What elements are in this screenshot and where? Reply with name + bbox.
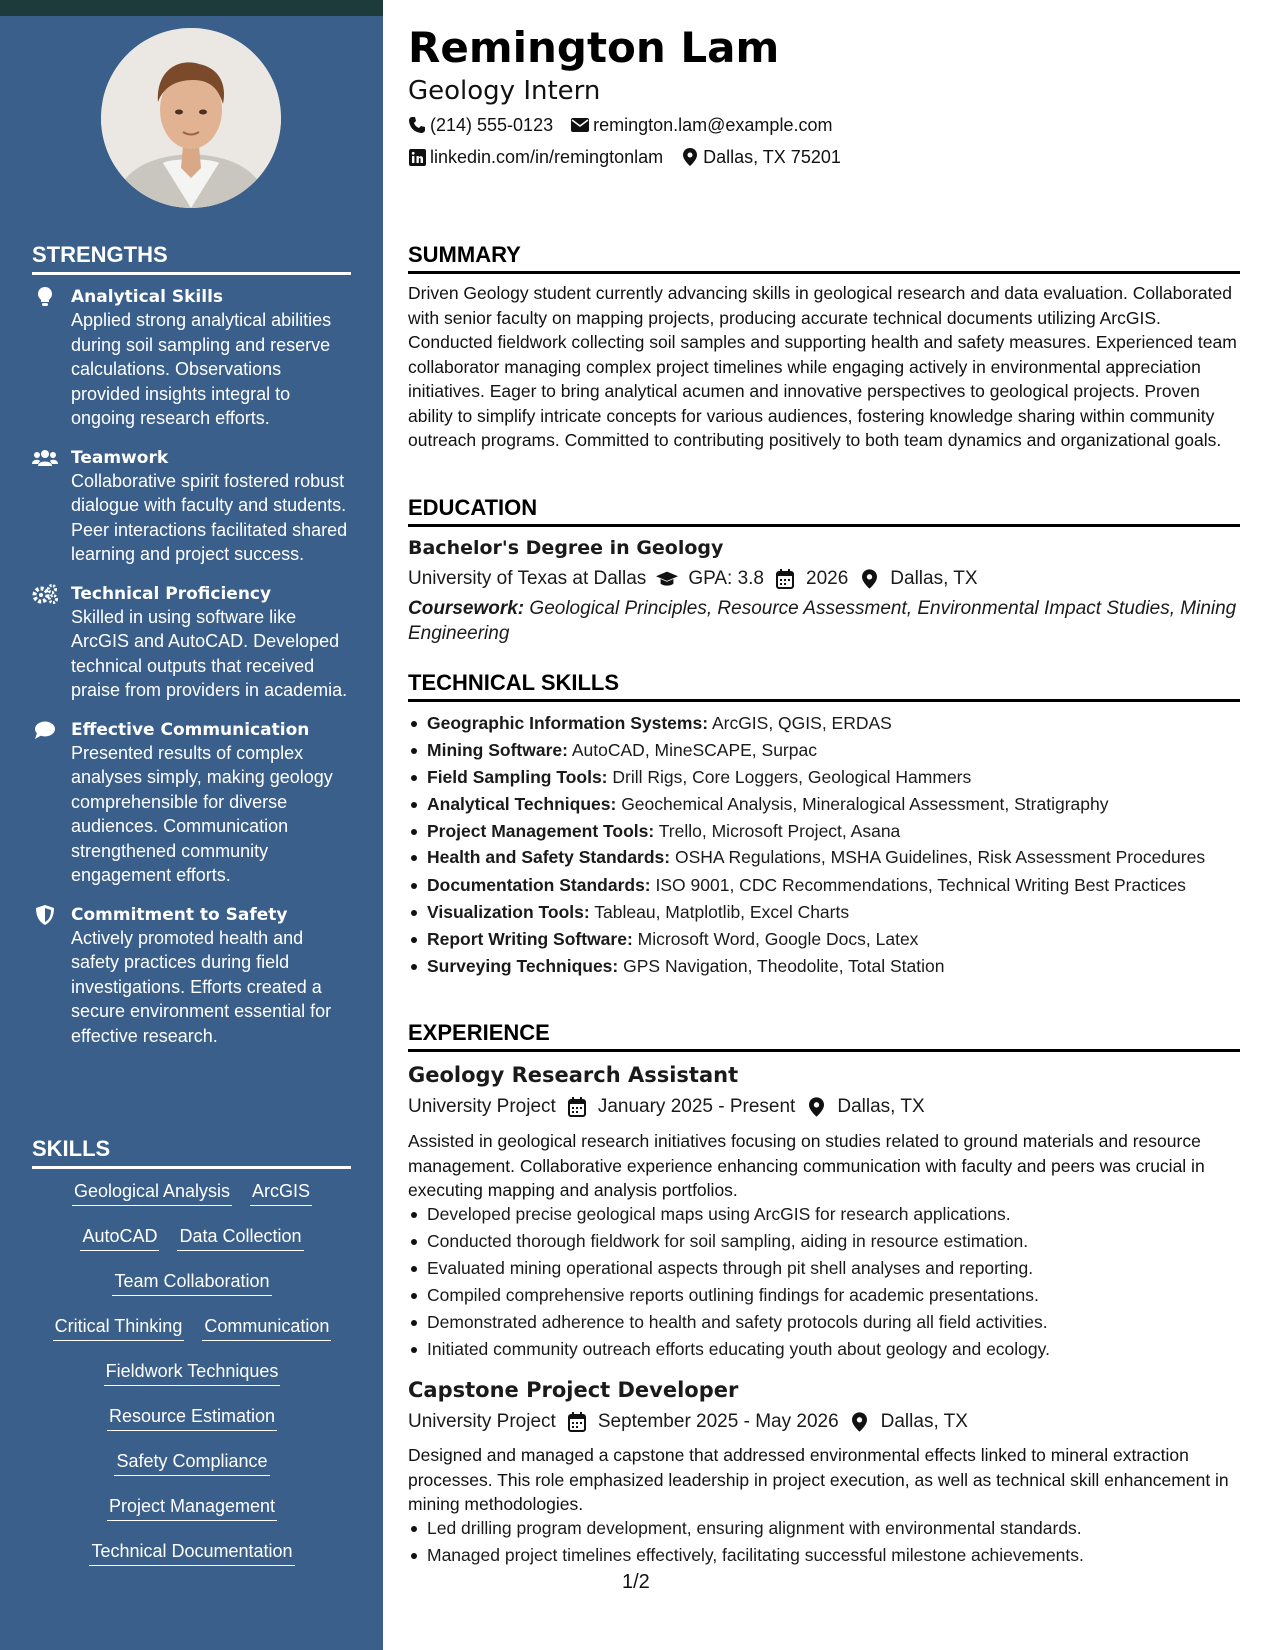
skill-values: Geochemical Analysis, Mineralogical Assessment, Stratigraphy [621, 794, 1109, 814]
strength-item [32, 904, 352, 1049]
skills-heading: SKILLS [32, 1136, 351, 1169]
calendar-icon [566, 1411, 588, 1433]
coursework [408, 597, 1240, 646]
education-heading: EDUCATION [408, 495, 1240, 527]
phone-number: (214) 555-0123 [430, 115, 554, 135]
page-number: 1/2 [622, 1571, 650, 1593]
map-pin-icon [681, 148, 699, 166]
candidate-role: Geology Intern [408, 76, 601, 106]
summary-text: Driven Geology student currently advancing skills in geological research and data evaluation. Collaborated with senior faculty on mapping projects, producing accurate technical documents utilizing ArcGIS. Conducted fieldwork collecting soil samples and supporting health and safety measures. Experienced team collaborator managing complex project timelines while engaging actively in environmental appreciation initiatives. Eager to bring analytical acumen and innovative perspectives to geological projects. Proven ability to simplify intricate concepts for various audiences, fostering knowledge sharing within community outreach programs. Committed to contributing positively to both team dynamics and organizational goals. [408, 283, 1237, 450]
skill-category: Mining Software: [427, 740, 568, 760]
candidate-name: Remington Lam [408, 23, 780, 72]
envelope-icon [571, 116, 589, 134]
list-item [408, 818, 1240, 845]
location-text: Dallas, TX 75201 [703, 147, 841, 167]
skill-tag: Technical Documentation [89, 1538, 294, 1566]
list-item [408, 737, 1240, 764]
job-location-item [849, 1409, 968, 1435]
job-bullets [408, 1515, 1240, 1569]
skill-category: Visualization Tools: [427, 902, 590, 922]
email-contact[interactable] [571, 114, 832, 136]
location-contact [681, 146, 841, 168]
job-location-item [805, 1094, 924, 1120]
list-item [408, 764, 1240, 791]
list-item [408, 791, 1240, 818]
skill-category: Documentation Standards: [427, 875, 651, 895]
strength-description: Collaborative spirit fostered robust dialogue with faculty and students. Peer interactions facilitated shared learning and project success. [71, 470, 348, 564]
skill-tag: Data Collection [177, 1223, 303, 1251]
job-dates: January 2025 - Present [597, 1096, 796, 1117]
strength-title: Teamwork [71, 447, 169, 468]
strength-item [32, 286, 352, 431]
list-item: Conducted thorough fieldwork for soil sampling, aiding in resource estimation. [408, 1228, 1240, 1255]
job-dates-item [566, 1094, 796, 1120]
job-description: Designed and managed a capstone that addressed environmental effects linked to mineral extraction processes. This role emphasized leadership in project execution, as well as technical skill enhancement in mining methodologies. [408, 1445, 1229, 1514]
skill-category: Analytical Techniques: [427, 794, 617, 814]
list-item: Managed project timelines effectively, facilitating successful milestone achievements. [408, 1542, 1240, 1569]
degree-title: Bachelor's Degree in Geology [408, 537, 724, 559]
list-item [408, 872, 1240, 899]
gpa-item [656, 566, 764, 592]
strength-title: Analytical Skills [71, 287, 224, 307]
school-name: University of Texas at Dallas [408, 568, 647, 589]
job-dates-item [566, 1409, 839, 1435]
job-description: Assisted in geological research initiatives focusing on studies related to ground materials and resource management. Collaborative experience enhancing communication with faculty and peers was crucial in executing mapping and analysis portfolios. [408, 1131, 1205, 1200]
skill-category: Health and Safety Standards: [427, 847, 671, 867]
lightbulb-icon [32, 287, 58, 307]
skill-values: Drill Rigs, Core Loggers, Geological Hammers [612, 767, 972, 787]
list-item [408, 710, 1240, 737]
education-location: Dallas, TX [890, 568, 978, 589]
list-item [408, 953, 1240, 980]
skill-tag: Critical Thinking [53, 1313, 185, 1341]
experience-heading: EXPERIENCE [408, 1020, 1240, 1052]
skill-tag: Project Management [107, 1493, 277, 1521]
contact-line [408, 146, 841, 168]
skill-tag: Team Collaboration [112, 1268, 271, 1296]
calendar-icon [566, 1096, 588, 1118]
linkedin-url[interactable]: linkedin.com/in/remingtonlam [430, 147, 664, 167]
strength-description: Skilled in using software like ArcGIS and AutoCAD. Developed technical outputs that received praise from providers in academia. [71, 606, 348, 700]
skill-category: Geographic Information Systems: [427, 713, 709, 733]
job-title: Capstone Project Developer [408, 1378, 739, 1402]
list-item: Led drilling program development, ensuring alignment with environmental standards. [408, 1515, 1240, 1542]
map-pin-icon [849, 1411, 871, 1433]
linkedin-icon [408, 148, 426, 166]
year-item [774, 566, 848, 592]
phone-contact [408, 114, 553, 136]
skill-values: ISO 9001, CDC Recommendations, Technical Writing Best Practices [655, 875, 1186, 895]
list-item: Compiled comprehensive reports outlining findings for academic presentations. [408, 1282, 1240, 1309]
list-item [408, 845, 1240, 869]
skill-values: Microsoft Word, Google Docs, Latex [637, 929, 919, 949]
job-meta [408, 1409, 968, 1435]
strengths-list [32, 286, 352, 1064]
skill-category: Field Sampling Tools: [427, 767, 608, 787]
email-address[interactable]: remington.lam@example.com [593, 115, 833, 135]
skill-tag: Resource Estimation [107, 1403, 277, 1431]
skill-values: AutoCAD, MineSCAPE, Surpac [571, 740, 817, 760]
education-meta [408, 566, 978, 592]
strength-item [32, 583, 352, 703]
contact-line [408, 114, 832, 136]
strength-title: Effective Communication [71, 719, 310, 740]
gears-icon [32, 584, 58, 604]
education-location-item [858, 566, 977, 592]
job-meta [408, 1094, 925, 1120]
skill-category: Report Writing Software: [427, 929, 633, 949]
list-item: Developed precise geological maps using ArcGIS for research applications. [408, 1201, 1240, 1228]
job-bullets [408, 1201, 1240, 1363]
job-organization: University Project [408, 1411, 556, 1432]
strengths-heading: STRENGTHS [32, 242, 351, 275]
job-dates: September 2025 - May 2026 [597, 1411, 839, 1432]
list-item: Evaluated mining operational aspects through pit shell analyses and reporting. [408, 1255, 1240, 1282]
linkedin-contact[interactable] [408, 146, 663, 168]
phone-icon [408, 116, 426, 134]
skill-tag: Communication [202, 1313, 331, 1341]
strength-description: Presented results of complex analyses simply, making geology comprehensible for diverse audiences. Communication strengthened community engagement efforts. [71, 742, 333, 885]
job-organization: University Project [408, 1096, 556, 1117]
coursework-label: Coursework: [408, 598, 525, 619]
comment-icon [32, 720, 58, 740]
sidebar [0, 0, 383, 1650]
job-title: Geology Research Assistant [408, 1063, 739, 1087]
summary-heading: SUMMARY [408, 242, 1240, 274]
strength-item [32, 719, 352, 888]
strength-title: Technical Proficiency [71, 583, 272, 604]
map-pin-icon [858, 568, 880, 590]
technical-skills-list [408, 710, 1240, 980]
strength-description: Applied strong analytical abilities during soil sampling and reserve calculations. Observations provided insights integral to ongoing research efforts. [71, 310, 332, 428]
skill-values: Trello, Microsoft Project, Asana [658, 821, 901, 841]
skill-tag: AutoCAD [80, 1223, 159, 1251]
skill-category: Surveying Techniques: [427, 956, 619, 976]
skills-tags [32, 1178, 352, 1583]
skill-values: GPS Navigation, Theodolite, Total Station [623, 956, 945, 976]
map-pin-icon [805, 1096, 827, 1118]
shield-icon [32, 905, 58, 925]
list-item: Demonstrated adherence to health and safety protocols during all field activities. [408, 1309, 1240, 1336]
skill-category: Project Management Tools: [427, 821, 655, 841]
coursework-list: Geological Principles, Resource Assessment, Environmental Impact Studies, Mining Engineering [408, 598, 1237, 644]
list-item [408, 926, 1240, 953]
calendar-icon [774, 568, 796, 590]
strength-title: Commitment to Safety [71, 904, 288, 925]
graduation-cap-icon [656, 568, 678, 590]
list-item [408, 899, 1240, 926]
strength-item [32, 447, 352, 567]
users-icon [32, 448, 58, 468]
skill-tag: Safety Compliance [114, 1448, 269, 1476]
job-location: Dallas, TX [880, 1411, 968, 1432]
skill-values: OSHA Regulations, MSHA Guidelines, Risk Assessment Procedures [675, 847, 1206, 867]
job-location: Dallas, TX [837, 1096, 925, 1117]
strength-description: Actively promoted health and safety practices during field investigations. Efforts created a secure environment essential for effective research. [71, 927, 332, 1046]
gpa-value: GPA: 3.8 [688, 568, 764, 589]
technical-skills-heading: TECHNICAL SKILLS [408, 670, 1240, 702]
skill-values: Tableau, Matplotlib, Excel Charts [594, 902, 850, 922]
skill-tag: Geological Analysis [72, 1178, 232, 1206]
list-item: Initiated community outreach efforts educating youth about geology and ecology. [408, 1336, 1240, 1363]
skill-tag: ArcGIS [250, 1178, 312, 1206]
profile-photo [101, 28, 281, 208]
skill-values: ArcGIS, QGIS, ERDAS [711, 713, 892, 733]
sidebar-top-bar [0, 0, 383, 16]
graduation-year: 2026 [806, 568, 849, 589]
skill-tag: Fieldwork Techniques [104, 1358, 281, 1386]
